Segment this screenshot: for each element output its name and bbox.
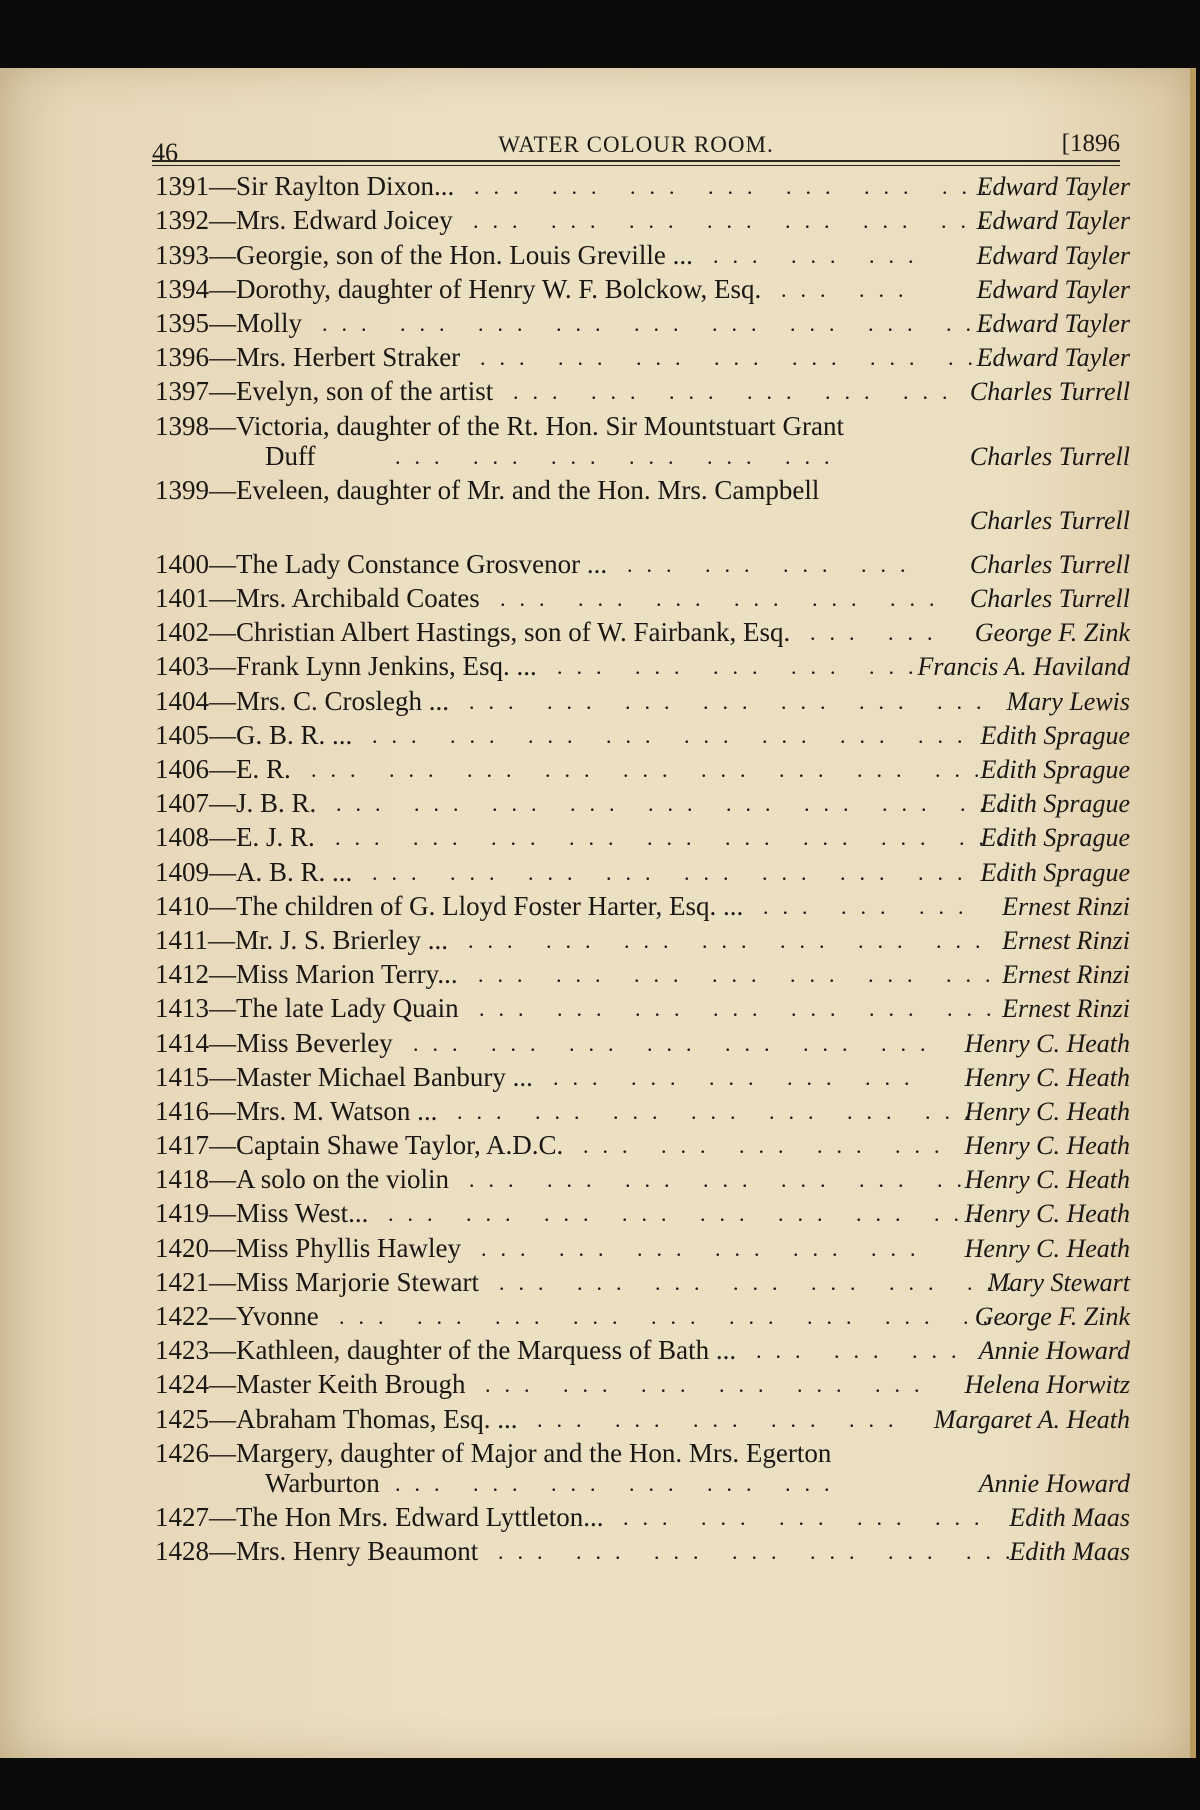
entry-title: 1393—Georgie, son of the Hon. Louis Greville ... [155,239,693,270]
entry-number: 1409 [155,856,209,887]
catalogue-entry [155,1533,1130,1567]
entry-title: 1417—Captain Shawe Taylor, A.D.C. [155,1130,564,1161]
entry-title-text: Molly [236,307,303,338]
leader-dots: ... ... ... ... ... ... ... [469,1167,996,1193]
entry-title: 1405—G. B. R. ... [155,719,353,750]
entry-number: 1408 [155,822,209,853]
entry-number: 1400 [155,548,209,579]
entry-number: 1425 [155,1403,209,1434]
catalogue-entry [155,682,1130,716]
entry-number: 1398 [155,410,209,441]
entry-title: 1428—Mrs. Henry Beaumont [155,1536,479,1567]
entry-title: 1411—Mr. J. S. Brierley ... [155,924,448,955]
leader-dots: ... ... ... ... ... ... [500,586,949,612]
leader-dots: ... ... ... ... ... ... ... ... ... [336,791,1019,817]
entry-title: 1397—Evelyn, son of the artist [155,376,494,407]
entry-artist: Edith Maas [1009,1537,1130,1567]
leader-dots: ... ... ... ... ... ... [395,443,844,469]
catalogue-entry [155,1059,1130,1093]
entry-title: 1416—Mrs. M. Watson ... [155,1095,438,1126]
entry-number: 1414 [155,1027,209,1058]
entry-title-text: The late Lady Quain [236,993,459,1024]
year-mark: [1896 [1061,130,1120,157]
catalogue-entry [155,1161,1130,1195]
entry-number: 1412 [155,959,209,990]
catalogue-entry-continuation [155,1469,1130,1499]
entry-title-continuation: Duff [265,440,316,471]
entry-title-text: Miss Phyllis Hawley [236,1232,462,1263]
entry-title: 1418—A solo on the violin [155,1164,450,1195]
catalogue-entry [155,1195,1130,1229]
entry-title-text: Mrs. Herbert Straker [236,342,461,373]
leader-dots: ... ... ... ... ... ... ... ... ... [335,825,1018,851]
entry-title-text: Master Keith Brough [236,1369,466,1400]
catalogue-entry [155,202,1130,236]
entry-title: 1408—E. J. R. [155,822,315,853]
entry-artist: Charles Turrell [969,505,1130,535]
entry-artist: Henry C. Heath [964,1096,1130,1126]
entry-title-text: Dorothy, daughter of Henry W. F. Bolckow, Esq. [236,273,762,304]
entry-number: 1406 [155,754,209,784]
entry-number: 1423 [155,1335,209,1366]
catalogue-entry [155,580,1130,614]
catalogue-entry [155,1024,1130,1058]
entry-number: 1405 [155,719,209,750]
entry-title: 1399—Eveleen, daughter of Mr. and the Hon. Mrs. Campbell [155,474,820,505]
entry-title-text: Victoria, daughter of the Rt. Hon. Sir Mountstuart Grant [236,410,845,441]
entry-title-text: Sir Raylton Dixon... [236,171,455,202]
entry-number: 1391 [155,171,209,202]
header-rule-thin [152,165,1120,166]
entry-title-text: Frank Lynn Jenkins, Esq. ... [236,651,537,682]
entry-title-text: Evelyn, son of the artist [236,376,494,407]
leader-dots: ... ... ... ... ... [537,1406,908,1432]
entry-artist: Charles Turrell [969,377,1130,407]
catalogue-entry [155,956,1130,990]
entry-number: 1428 [155,1536,209,1567]
entry-title: 1396—Mrs. Herbert Straker [155,342,461,373]
entry-title-text: Master Michael Banbury ... [236,1061,533,1092]
catalogue-entry-continuation [155,506,1130,536]
leader-dots: ... ... ... ... ... ... ... [469,688,996,714]
entry-artist: Margaret A. Heath [933,1404,1130,1434]
catalogue-entry [155,990,1130,1024]
entry-title: 1413—The late Lady Quain [155,993,459,1024]
leader-dots: ... ... ... ... ... [553,1064,924,1090]
entry-number: 1416 [155,1095,209,1126]
entry-title-text: Mrs. Edward Joicey [236,205,453,236]
entry-title-text: Miss Marion Terry... [236,959,458,990]
entry-title: 1407—J. B. R. [155,788,317,819]
entry-artist: Edward Tayler [976,308,1130,338]
entry-artist: Annie Howard [978,1468,1130,1498]
catalogue-entry [155,339,1130,373]
entry-number: 1426 [155,1437,209,1468]
entry-artist: Annie Howard [978,1336,1130,1366]
entry-number: 1411 [155,924,208,955]
leader-dots: ... ... ... ... ... ... ... ... ... [311,757,994,782]
catalogue-entry [155,1229,1130,1263]
leader-dots: ... ... ... ... ... ... [395,1470,844,1496]
entry-title-text: Miss Beverley [236,1027,393,1058]
entry-number: 1399 [155,474,209,505]
leader-dots: ... ... ... ... ... ... ... [473,208,1000,234]
page-number: 46 [152,138,178,167]
entry-number: 1401 [155,583,209,614]
entry-artist: Edward Tayler [976,240,1130,270]
entry-title-continuation: Warburton [265,1467,380,1498]
catalogue-entry [155,1298,1130,1332]
leader-dots: ... ... [781,276,918,302]
entry-title-text: G. B. R. ... [236,719,353,750]
entry-title-text: Eveleen, daughter of Mr. and the Hon. Mrs. Campbell [236,474,820,505]
leader-dots: ... ... [810,620,947,646]
entry-artist: Charles Turrell [969,441,1130,471]
entry-number: 1396 [155,342,209,373]
entry-title: 1404—Mrs. C. Croslegh ... [155,685,450,716]
entry-number: 1427 [155,1501,209,1532]
leader-dots: ... ... ... [756,1338,971,1364]
entry-title-text: E. J. R. [236,822,315,853]
entry-number: 1402 [155,617,209,648]
entry-artist: Francis A. Haviland [917,652,1130,682]
entry-artist: Ernest Rinzi [1002,994,1130,1024]
catalogue-entry [155,407,1130,441]
entry-artist: Edith Sprague [980,823,1130,853]
catalogue-entry [155,717,1130,751]
entry-title: 1427—The Hon Mrs. Edward Lyttleton... [155,1501,604,1532]
entry-title-text: Mrs. Henry Beaumont [236,1536,479,1567]
entry-title: 1422—Yvonne [155,1301,319,1331]
catalogue-entry [155,819,1130,853]
entry-title: 1425—Abraham Thomas, Esq. ... [155,1403,518,1434]
catalogue-entry [155,1332,1130,1366]
entry-number: 1417 [155,1130,209,1161]
entry-title: 1414—Miss Beverley [155,1027,393,1058]
entry-artist: Edward Tayler [976,274,1130,304]
entry-artist: Henry C. Heath [964,1028,1130,1058]
entry-artist: Edward Tayler [976,172,1130,202]
entry-artist: Edith Maas [1009,1502,1130,1532]
entry-title: 1426—Margery, daughter of Major and the Hon. Mrs. Egerton [155,1437,832,1468]
entry-number: 1404 [155,685,209,716]
catalogue-entry [155,853,1130,887]
catalogue-entry [155,236,1130,270]
entry-title-text: Margery, daughter of Major and the Hon. Mrs. Egerton [236,1437,832,1468]
leader-dots: ... ... ... ... ... ... ... ... ... [322,310,1005,336]
entry-artist: Henry C. Heath [964,1062,1130,1092]
entry-number: 1394 [155,273,209,304]
entry-number: 1395 [155,307,209,338]
entry-artist: Ernest Rinzi [1002,891,1130,921]
entry-title: 1394—Dorothy, daughter of Henry W. F. Bolckow, Esq. [155,273,762,304]
section-title: WATER COLOUR ROOM. [498,132,774,157]
leader-dots: ... ... ... ... ... ... ... ... [372,722,977,748]
entry-title: 1391—Sir Raylton Dixon... [155,171,455,202]
entry-title-text: Yvonne [236,1301,319,1331]
leader-dots: ... ... ... ... ... ... ... [474,174,1001,200]
entry-artist: Edith Sprague [980,789,1130,819]
catalogue-entry-continuation [155,442,1130,472]
leader-dots: ... ... ... [713,242,928,268]
entry-title: 1423—Kathleen, daughter of the Marquess of Bath ... [155,1335,737,1366]
entry-artist: Edith Sprague [980,755,1130,784]
entry-number: 1393 [155,239,209,270]
catalogue-entry [155,648,1130,682]
catalogue-entry [155,1264,1130,1298]
entry-artist: Edward Tayler [976,206,1130,236]
catalogue-entry [155,1093,1130,1127]
entry-number: 1397 [155,376,209,407]
entry-title-text: Kathleen, daughter of the Marquess of Bath ... [236,1335,737,1366]
catalogue-entry [155,1127,1130,1161]
leader-dots: ... ... ... ... ... ... [485,1372,934,1398]
catalogue-entry [155,305,1130,339]
entry-artist: Henry C. Heath [964,1233,1130,1263]
leader-dots: ... ... ... ... ... ... ... ... ... [339,1304,1022,1329]
catalogue-entry [155,1400,1130,1434]
entry-title: 1406—E. R. [155,754,291,784]
spacer [155,536,1130,546]
entry-number: 1403 [155,651,209,682]
entry-artist: Henry C. Heath [964,1131,1130,1161]
header-rule [152,160,1120,162]
entry-title-text: Mrs. C. Croslegh ... [236,685,450,716]
entry-number: 1422 [155,1301,209,1331]
entry-title-text: Georgie, son of the Hon. Louis Greville ... [236,239,693,270]
catalogue-entry [155,888,1130,922]
entry-artist: Charles Turrell [969,584,1130,614]
entry-title-text: Captain Shawe Taylor, A.D.C. [236,1130,564,1161]
leader-dots: ... ... ... ... ... ... ... [480,345,1007,371]
entry-title: 1419—Miss West... [155,1198,369,1229]
entry-artist: Ernest Rinzi [1002,960,1130,990]
entry-title-text: Mrs. M. Watson ... [236,1095,438,1126]
leader-dots: ... ... ... ... ... ... ... [498,1539,1025,1565]
leader-dots: ... ... ... ... ... ... ... [479,996,1006,1022]
entry-artist: Edith Sprague [980,720,1130,750]
entry-title: 1395—Molly [155,307,303,338]
catalogue-entry [155,168,1130,202]
entry-title: 1392—Mrs. Edward Joicey [155,205,453,236]
leader-dots: ... ... ... ... ... ... ... [457,1098,984,1124]
entry-title: 1421—Miss Marjorie Stewart [155,1266,479,1297]
leader-dots: ... ... ... ... ... [623,1504,994,1530]
entry-artist: Mary Lewis [1006,686,1130,716]
entry-title-text: The children of G. Lloyd Foster Harter, Esq. ... [236,890,744,921]
entry-artist: Mary Stewart [987,1267,1130,1297]
entry-artist: Charles Turrell [969,549,1130,579]
entry-artist: Henry C. Heath [964,1199,1130,1229]
leader-dots: ... ... ... ... ... ... [481,1235,930,1261]
entry-title: 1402—Christian Albert Hastings, son of W. Fairbank, Esq. [155,617,791,648]
entry-title-text: Miss Marjorie Stewart [236,1266,479,1297]
entry-list [155,168,1130,1567]
catalogue-entry [155,614,1130,648]
entry-title: 1409—A. B. R. ... [155,856,353,887]
entry-title: 1403—Frank Lynn Jenkins, Esq. ... [155,651,537,682]
entry-title-text: E. R. [236,754,291,784]
leader-dots: ... ... ... ... ... ... ... [478,962,1005,988]
entry-number: 1407 [155,788,209,819]
leader-dots: ... ... ... ... ... ... ... [413,1030,940,1056]
entry-title: 1412—Miss Marion Terry... [155,959,458,990]
leader-dots: ... ... ... ... ... [583,1133,954,1159]
entry-artist: Edward Tayler [976,343,1130,373]
entry-artist: Helena Horwitz [964,1370,1130,1400]
leader-dots: ... ... ... ... [627,551,920,577]
entry-title: 1410—The children of G. Lloyd Foster Harter, Esq. ... [155,890,744,921]
entry-title: 1398—Victoria, daughter of the Rt. Hon. Sir Mountstuart Grant [155,410,845,441]
entry-artist: George F. Zink [974,1302,1130,1331]
entry-artist: Edith Sprague [980,857,1130,887]
leader-dots: ... ... ... ... ... ... ... ... [388,1201,993,1227]
entry-number: 1424 [155,1369,209,1400]
leader-dots: ... ... ... ... ... [557,654,928,680]
entry-number: 1419 [155,1198,209,1229]
entry-title-text: Mrs. Archibald Coates [236,583,480,614]
catalogue-entry [155,271,1130,305]
entry-title: 1415—Master Michael Banbury ... [155,1061,533,1092]
entry-title-text: The Lady Constance Grosvenor ... [236,548,608,579]
entry-title-text: A solo on the violin [236,1164,450,1195]
entry-title-text: Miss West... [236,1198,369,1229]
entry-title-text: Christian Albert Hastings, son of W. Fairbank, Esq. [236,617,791,648]
leader-dots: ... ... ... ... ... ... ... [468,927,995,953]
entry-title-text: Abraham Thomas, Esq. ... [236,1403,518,1434]
catalogue-entry [155,922,1130,956]
entry-number: 1415 [155,1061,209,1092]
catalogue-entry [155,1366,1130,1400]
entry-title: 1400—The Lady Constance Grosvenor ... [155,548,608,579]
entry-number: 1421 [155,1266,209,1297]
catalogue-entry [155,472,1130,506]
catalogue-entry [155,373,1130,407]
entry-title-text: Mr. J. S. Brierley ... [235,924,448,955]
entry-artist: George F. Zink [974,618,1130,648]
entry-number: 1410 [155,890,209,921]
entry-number: 1392 [155,205,209,236]
catalogue-entry [155,1435,1130,1469]
entry-number: 1418 [155,1164,209,1195]
entry-number: 1413 [155,993,209,1024]
entry-title: 1401—Mrs. Archibald Coates [155,583,480,614]
entry-title-text: A. B. R. ... [236,856,353,887]
leader-dots: ... ... ... ... ... ... ... ... [372,859,977,885]
entry-title-text: J. B. R. [236,788,317,819]
leader-dots: ... ... ... [763,893,978,919]
entry-title-text: The Hon Mrs. Edward Lyttleton... [236,1501,604,1532]
leader-dots: ... ... ... ... ... ... ... [499,1269,1026,1295]
entry-title: 1424—Master Keith Brough [155,1369,466,1400]
entry-artist: Henry C. Heath [964,1165,1130,1195]
entry-title: 1420—Miss Phyllis Hawley [155,1232,462,1263]
catalogue-page [0,68,1196,1758]
leader-dots: ... ... ... ... ... ... [513,379,962,405]
catalogue-entry [155,1499,1130,1533]
entry-artist: Ernest Rinzi [1002,925,1130,955]
catalogue-entry [155,785,1130,819]
entry-number: 1420 [155,1232,209,1263]
catalogue-entry [155,751,1130,785]
catalogue-entry [155,546,1130,580]
